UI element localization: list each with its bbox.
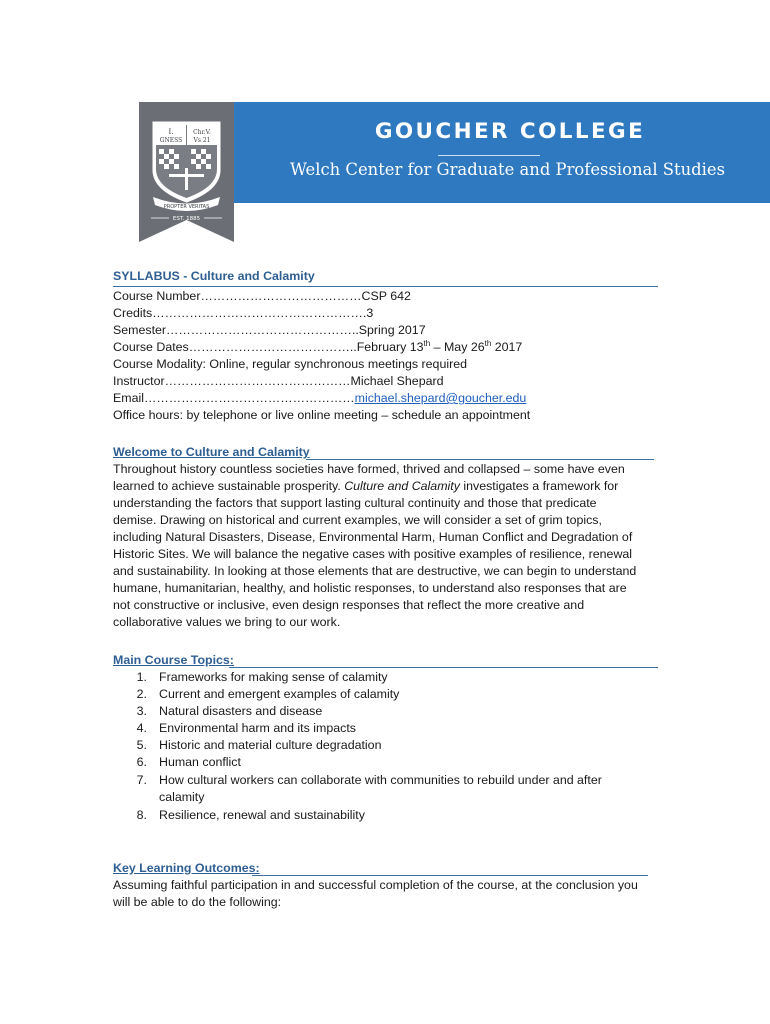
course-title-italic: Culture and Calamity bbox=[344, 479, 460, 493]
credits: Credits…………………………………………….3 bbox=[113, 306, 374, 320]
topics-heading: Main Course Topics: bbox=[113, 653, 234, 667]
course-number: Course Number…………………………………CSP 642 bbox=[113, 289, 411, 303]
email-line: Email……………………………………………michael.shepard@goucher.edu bbox=[113, 391, 527, 405]
welcome-line: Historic Sites. We will balance the negative cases with positive examples of resilience, renewal bbox=[113, 547, 633, 561]
topic-item: How cultural workers can collaborate with communities to rebuild under and after bbox=[159, 773, 602, 787]
crest-motto: EST. 1885 bbox=[172, 216, 201, 222]
outcomes-heading-rule bbox=[252, 875, 648, 876]
welcome-line: including Natural Disasters, Disease, Environmental Harm, Human Conflict and Degradation of bbox=[113, 530, 633, 544]
office-hours: Office hours: by telephone or live online meeting – schedule an appointment bbox=[113, 408, 531, 422]
svg-text:Vs 21: Vs 21 bbox=[193, 137, 211, 144]
welcome-line: collaborative values we bring to our work. bbox=[113, 615, 341, 629]
topic-item: Current and emergent examples of calamity bbox=[159, 687, 400, 701]
welcome-line: understanding the factors that support lasting cultural continuity and those that predicate bbox=[113, 496, 597, 510]
svg-text:Chr.V.: Chr.V. bbox=[193, 129, 211, 136]
welcome-heading: Welcome to Culture and Calamity bbox=[113, 445, 310, 459]
welcome-line: humane, humanitarian, healthy, and holistic responses, to understand also responses that are bbox=[113, 581, 627, 595]
topic-item: calamity bbox=[159, 790, 205, 804]
outcomes-line: will be able to do the following: bbox=[113, 895, 282, 909]
topic-item: Resilience, renewal and sustainability bbox=[159, 808, 365, 822]
topic-number: 2. bbox=[136, 687, 147, 701]
welcome-line: and sustainability. In looking at those elements that are destructive, we can begin to understand bbox=[113, 564, 637, 578]
topic-item: Historic and material culture degradation bbox=[159, 738, 382, 752]
svg-text:GNESS: GNESS bbox=[159, 137, 183, 144]
topic-item: Natural disasters and disease bbox=[159, 704, 323, 718]
welcome-line: learned to achieve sustainable prosperity. Culture and Calamity investigates a framework for bbox=[113, 479, 619, 493]
topic-item: Human conflict bbox=[159, 755, 241, 769]
topic-number: 5. bbox=[136, 738, 147, 752]
welcome-heading-rule bbox=[306, 459, 654, 460]
welcome-line: not constructive or inclusive, even design responses that reflect the more creative and bbox=[113, 598, 585, 612]
syllabus-title-rule bbox=[113, 286, 658, 287]
college-name: GOUCHER COLLEGE bbox=[374, 119, 646, 144]
instructor: Instructor………………………………………Michael Shepard bbox=[113, 374, 444, 388]
outcomes-line: Assuming faithful participation in and successful completion of the course, at the conclusion you bbox=[113, 878, 638, 892]
outcomes-heading: Key Learning Outcomes: bbox=[113, 861, 260, 875]
welcome-line: Throughout history countless societies have formed, thrived and collapsed – some have even bbox=[113, 462, 625, 476]
course-modality: Course Modality: Online, regular synchronous meetings required bbox=[113, 357, 467, 371]
topic-item: Frameworks for making sense of calamity bbox=[159, 670, 388, 684]
topic-number: 4. bbox=[136, 721, 147, 735]
topics-heading-rule bbox=[229, 667, 658, 668]
course-dates: Course Dates…………………………………..February 13th – May 26th 2017 bbox=[113, 338, 523, 354]
center-name: Welch Center for Graduate and Professional Studies bbox=[290, 160, 725, 179]
instructor-email-link[interactable]: michael.shepard@goucher.edu bbox=[354, 391, 527, 405]
svg-text:I.: I. bbox=[168, 128, 174, 136]
welcome-line: demise. Drawing on historical and current examples, we will consider a set of grim topics, bbox=[113, 513, 602, 527]
college-crest bbox=[139, 102, 234, 242]
svg-text:PROPTER VERITAS: PROPTER VERITAS bbox=[163, 204, 210, 210]
semester: Semester………………………………………..Spring 2017 bbox=[113, 323, 426, 337]
topic-number: 6. bbox=[136, 755, 147, 769]
topic-number: 1. bbox=[136, 670, 147, 684]
topic-number: 8. bbox=[136, 808, 147, 822]
header-divider bbox=[438, 155, 540, 156]
topic-number: 7. bbox=[136, 773, 147, 787]
topic-item: Environmental harm and its impacts bbox=[159, 721, 356, 735]
topic-number: 3. bbox=[136, 704, 147, 718]
syllabus-title: SYLLABUS - Culture and Calamity bbox=[113, 269, 315, 283]
